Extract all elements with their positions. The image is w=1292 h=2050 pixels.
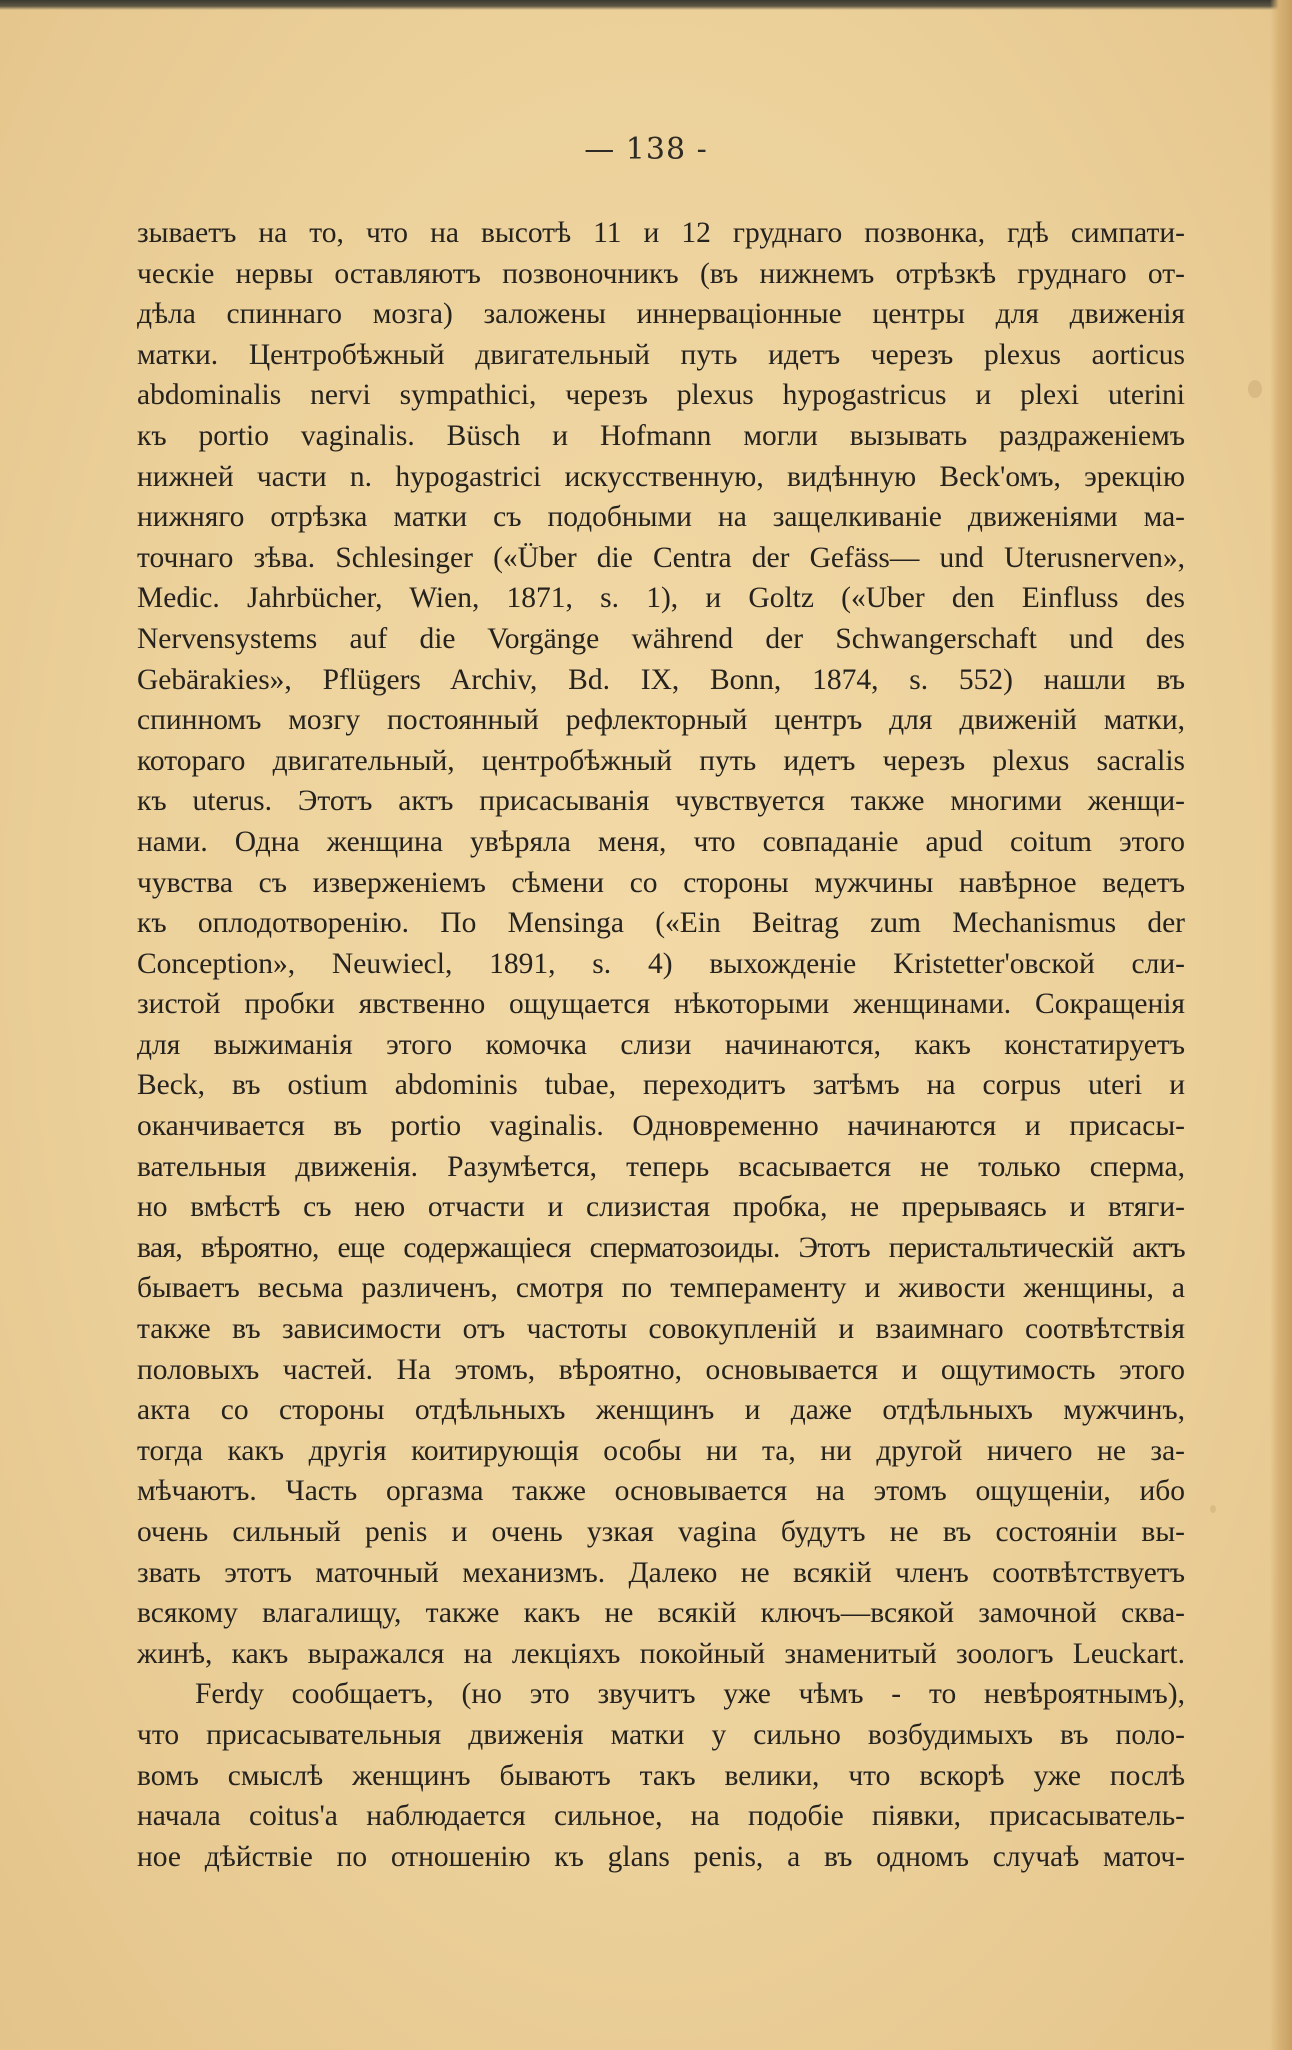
text-line: также въ зависимости отъ частоты совокупленій и взаимнаго соотвѣтствія — [137, 1313, 1185, 1346]
text-line: къ portio vaginalis. Büsch и Hofmann могли вызывать раздраженіемъ — [137, 419, 1185, 452]
page-number: — 138 - — [584, 132, 708, 167]
text-line: вомъ смыслѣ женщинъ бываютъ такъ велики, что вскорѣ уже послѣ — [137, 1759, 1185, 1792]
text-line: акта со стороны отдѣльныхъ женщинъ и даже отдѣльныхъ мужчинъ, — [137, 1394, 1185, 1427]
text-line: мѣчаютъ. Часть оргазма также основывается на этомъ ощущеніи, ибо — [137, 1475, 1185, 1508]
text-line: вая, вѣроятно, еще содержащіеся сперматозоиды. Этотъ перистальтическій актъ — [137, 1231, 1185, 1264]
text-line: оканчивается въ portio vaginalis. Одновременно начинаются и присасы- — [137, 1110, 1185, 1143]
text-line: къ оплодотворенію. По Mensinga («Ein Beitrag zum Mechanismus der — [137, 907, 1185, 940]
text-line: ческіе нервы оставляютъ позвоночникъ (въ нижнемъ отрѣзкѣ груднаго от- — [137, 257, 1185, 290]
text-line: нижней части n. hypogastrici искусственную, видѣнную Beck'омъ, эрекцію — [137, 460, 1185, 493]
paragraph-2 — [137, 1674, 1185, 1877]
text-line: половыхъ частей. На этомъ, вѣроятно, основывается и ощутимость этого — [137, 1353, 1185, 1386]
text-line: точнаго зѣва. Schlesinger («Über die Centra der Gefäss— und Uterusnerven», — [137, 541, 1185, 574]
body-text — [137, 213, 1185, 1877]
text-line: ное дѣйствіе по отношенію къ glans penis, а въ одномъ случаѣ маточ- — [137, 1840, 1185, 1873]
text-line: зываетъ на то, что на высотѣ 11 и 12 груднаго позвонка, гдѣ симпати- — [137, 217, 1185, 249]
page-right-edge — [1270, 0, 1292, 2050]
text-line: вательныя движенія. Разумѣется, теперь всасывается не только сперма, — [137, 1150, 1185, 1183]
text-line: Medic. Jahrbücher, Wien, 1871, s. 1), и Goltz («Uber den Einfluss des — [137, 582, 1185, 615]
text-line: звать этотъ маточный механизмъ. Далеко не всякій членъ соотвѣтствуетъ — [137, 1556, 1185, 1589]
paragraph-1 — [137, 213, 1185, 1674]
text-line: матки. Центробѣжный двигательный путь идетъ черезъ plexus aorticus — [137, 338, 1185, 371]
text-line: зистой пробки явственно ощущается нѣкоторыми женщинами. Сокращенія — [137, 988, 1185, 1021]
text-line: тогда какъ другія коитирующія особы ни та, ни другой ничего не за- — [137, 1434, 1185, 1467]
text-line: Conception», Neuwiecl, 1891, s. 4) выхожденіе Kristetter'овской сли- — [137, 947, 1185, 980]
text-line: жинѣ, какъ выражался на лекціяхъ покойный знаменитый зоологъ Leuckart. — [137, 1637, 1185, 1670]
text-line: abdominalis nervi sympathici, черезъ plexus hypogastricus и plexi uterini — [137, 379, 1185, 412]
text-line: дѣла спиннаго мозга) заложены иннерваціонные центры для движенія — [137, 298, 1185, 331]
text-line: очень сильный penis и очень узкая vagina будутъ не въ состояніи вы- — [137, 1516, 1185, 1548]
text-line: Beck, въ ostium abdominis tubae, переходитъ затѣмъ на corpus uteri и — [137, 1069, 1185, 1102]
text-line: всякому влагалищу, также какъ не всякій ключъ—всякой замочной сква- — [137, 1597, 1185, 1630]
text-line: нижняго отрѣзка матки съ подобными на защелкиваніе движеніями ма- — [137, 501, 1185, 534]
text-line: спинномъ мозгу постоянный рефлекторный центръ для движеній матки, — [137, 704, 1185, 737]
page-top-edge — [0, 0, 1292, 10]
text-line: къ uterus. Этотъ актъ присасыванія чувствуется также многими женщи- — [137, 785, 1185, 818]
text-line: начала coitus'a наблюдается сильное, на подобіе піявки, присасыватель- — [137, 1800, 1185, 1833]
text-line: что присасывательныя движенія матки у сильно возбудимыхъ въ поло- — [137, 1718, 1185, 1751]
text-line: Nervensystems auf die Vorgänge während der Schwangerschaft und des — [137, 622, 1185, 655]
text-line: нами. Одна женщина увѣряла меня, что совпаданіе apud coitum этого — [137, 825, 1185, 858]
text-line: для выжиманія этого комочка слизи начинаются, какъ констатируетъ — [137, 1028, 1185, 1061]
paper-stain — [1248, 380, 1262, 398]
text-line: Ferdy сообщаетъ, (но это звучитъ уже чѣмъ - то невѣроятнымъ), — [195, 1678, 1185, 1711]
text-line: бываетъ весьма различенъ, смотря по темпераменту и живости женщины, а — [137, 1272, 1185, 1305]
text-line: но вмѣстѣ съ нею отчасти и слизистая пробка, не прерываясь и втяги- — [137, 1191, 1185, 1224]
text-line: котораго двигательный, центробѣжный путь идетъ черезъ plexus sacralis — [137, 744, 1185, 777]
text-line: чувства съ изверженіемъ сѣмени со стороны мужчины навѣрное ведетъ — [137, 866, 1185, 899]
text-line: Gebärakies», Pflügers Archiv, Bd. IX, Bonn, 1874, s. 552) нашли въ — [137, 663, 1185, 696]
paper-stain — [1210, 1505, 1216, 1513]
